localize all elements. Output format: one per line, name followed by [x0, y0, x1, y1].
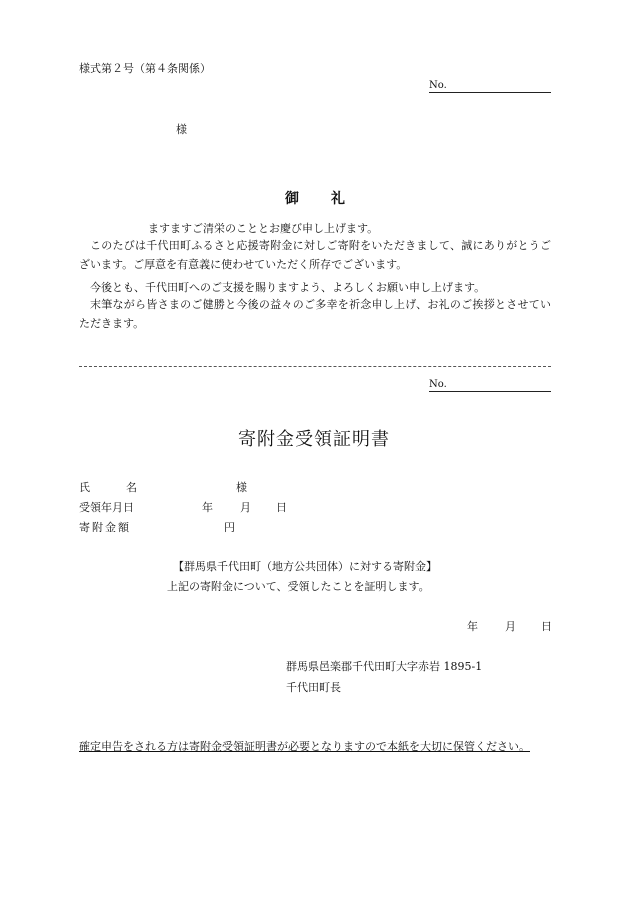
thanks-line-4: 末筆ながら皆さまのご健勝と今後の益々のご多幸を祈念申し上げ、お礼のご挨拶とさせていただきます。 [79, 298, 551, 330]
name-label-b: 名 [126, 481, 137, 494]
thanks-title-a: 御 [285, 191, 300, 207]
issuer-mayor: 千代田町長 [286, 681, 341, 694]
cert-number-field: No. [429, 379, 551, 392]
thanks-line-3: 今後とも、千代田町へのご支援を賜りますよう、よろしくお願い申し上げます。 [90, 281, 486, 294]
thanks-line-1: ますますご清栄のこととお慶び申し上げます。 [148, 222, 379, 235]
cut-line [79, 366, 551, 367]
cert-title: 寄附金受領証明書 [238, 429, 390, 450]
issue-hi: 日 [541, 620, 552, 633]
thanks-line-2: このたびは千代田町ふるさと応援寄附金に対しご寄附をいただきまして、誠にありがとうございます。ご厚意を有意義に使わせていただく所存でございます。 [79, 239, 551, 271]
recipient-sama: 様 [176, 123, 187, 136]
issue-tsuki: 月 [505, 620, 516, 633]
date-nen: 年 [202, 501, 213, 514]
top-number-field: No. [429, 80, 551, 93]
amount-yen: 円 [224, 521, 235, 534]
issue-nen: 年 [467, 620, 478, 633]
statement-body: 上記の寄附金について、受領したことを証明します。 [167, 580, 430, 593]
date-tsuki: 月 [240, 501, 251, 514]
tax-notice: 確定申告をされる方は寄附金受領証明書が必要となりますので本紙を大切に保管ください。 [79, 740, 530, 753]
name-label-a: 氏 [79, 481, 90, 494]
thanks-title-b: 礼 [331, 191, 346, 207]
date-hi: 日 [276, 501, 287, 514]
issuer-address: 群馬県邑楽郡千代田町大字赤岩 1895-1 [286, 660, 483, 673]
name-sama: 様 [236, 481, 247, 494]
form-number: 様式第２号（第４条関係） [79, 62, 211, 75]
statement-heading: 【群馬県千代田町（地方公共団体）に対する寄附金】 [173, 560, 437, 573]
amount-label: 寄附金額 [79, 521, 131, 534]
date-label: 受領年月日 [79, 501, 134, 514]
